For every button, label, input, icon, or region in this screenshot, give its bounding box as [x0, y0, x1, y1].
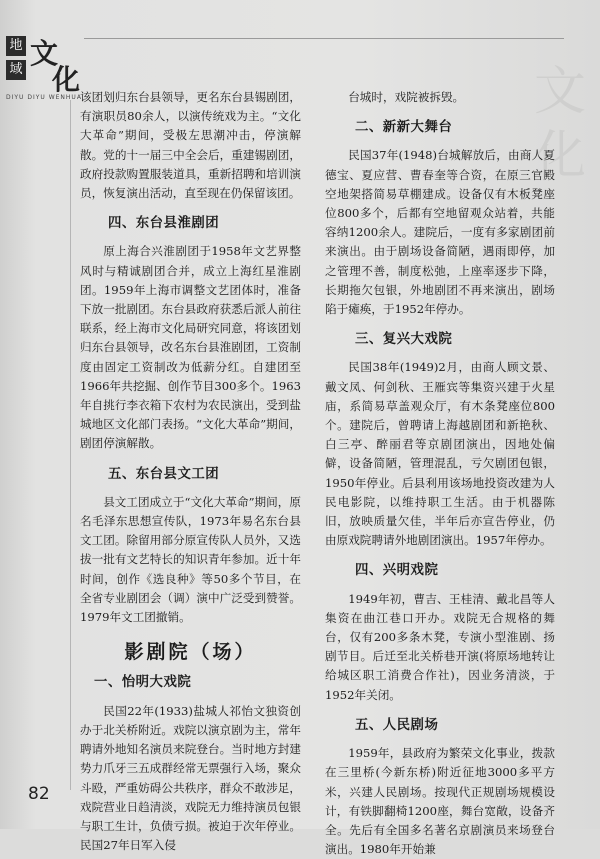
- paragraph: 民国38年(1949)2月，由商人顾文景、戴文凤、何剑秋、王雁宾等集资兴建于火星庙，系简易草盖观众厅，有木条凳座位800个。建院后，曾聘请上海越剧团和新艳秋、白三亭、醉丽君等京剧团演出，因地处偏僻，设备简陋，管理混乱，亏欠剧团包银，1950年停业。后县利用该场地投资改建为人民电影院，以维持职工生活。由于机器陈旧，放映质量欠佳，半年后亦宣告停业，仍由原戏院聘请外地剧团演出。1957年停办。: [325, 360, 555, 548]
- watermark-char: 化: [533, 126, 586, 186]
- logo-char-wen: 文: [30, 37, 59, 70]
- logo-char-di: 地: [6, 36, 26, 56]
- logo-char-yu: 域: [6, 60, 26, 80]
- header-rule: [84, 38, 564, 39]
- section-heading: 一、怡明大戏院: [94, 675, 192, 691]
- paragraph: 民国37年(1948)台城解放后，由商人夏德宝、夏应营、曹春奎等合资，在原三官殿空地架搭简易草棚建成。设备仅有木板凳座位800多个，后都有空地留观众站着，共能容纳1200余人。建院后，一度有多家剧团前来演出。由于剧场设备简陋，遇雨即停，加之管理不善，制度松弛，上座率逐步下降，长期拖欠包银，外地剧团不再来演出，剧场陷于瘫痪，于1952年停办。: [325, 148, 555, 317]
- logo-pinyin: DIYU DIYU WENHUA: [6, 94, 82, 101]
- section-heading: 五、东台县文工团: [108, 466, 220, 482]
- section-heading: 二、新新大舞台: [355, 120, 453, 136]
- paragraph: 民国22年(1933)盐城人祁怡文独资创办于北关桥附近。戏院以演京剧为主，常年聘请外地知名演员来院登台。当时地方封建势力爪牙三五成群经常无票强行入场，聚众斗殴，严重妨碍公共秩序，群众不敢涉足，戏院营业日趋清淡，戏院无力维持演员包银与职工生计，负债亏损。被迫于次年停业。民国27年日军入侵: [80, 703, 301, 853]
- paragraph: 该团划归东台县领导，更名东台县锡剧团，有演职员80余人，以演传统戏为主。“文化大革命”期间，受极左思潮冲击，停演解散。党的十一届三中全会后，重建锡剧团，政府投款购置服装道具，重新招聘和培训演员，恢复演出活动，直至现在仍保留该团。: [80, 90, 301, 201]
- chapter-title: 影剧院（场）: [124, 641, 257, 664]
- right-column: [325, 88, 555, 859]
- page-number: 82: [28, 784, 50, 804]
- paragraph: 1949年初，曹吉、王桂清、戴北昌等人集资在曲江巷口开办。戏院无合规格的舞台，仅有200多条木凳，专演小型淮剧、扬剧节目。后迁至北关桥巷开演(将原场地转让给城区职工消费合作社)，因业务清淡，于1952年关闭。: [325, 591, 555, 702]
- section-heading: 五、人民剧场: [355, 717, 439, 733]
- section-heading: 三、复兴大戏院: [355, 332, 453, 348]
- left-column: [80, 88, 301, 855]
- section-logo: [4, 34, 84, 104]
- paragraph: 台城时，戏院被拆毁。: [348, 90, 465, 104]
- watermark-char: 文: [533, 62, 586, 122]
- paragraph: 县文工团成立于“文化大革命”期间，原名毛泽东思想宣传队，1973年易名东台县文工团。除留用部分原宣传队人员外，又选拔一批有文艺特长的知识青年参加。近十年时间，创作《选良种》等50多个节目，在全省专业剧团会（调）演中广泛受到赞誉。1979年文工团撤销。: [80, 494, 301, 625]
- logo-char-hua: 化: [52, 63, 81, 96]
- section-heading: 四、兴明戏院: [355, 563, 439, 579]
- paragraph: 原上海合兴淮剧团于1958年文艺界整风时与精诚剧团合并，成立上海红星淮剧团。1959年上海市调整文艺团体时，准备下放一批剧团。东台县政府获悉后派人前往联系，经上海市文化局研究同意，将该团划归东台县领导，改名东台县淮剧团，工资制度由固定工资制改为低薪分红。自建团至1966年共挖掘、创作节目300多个。1963年自挑行李衣箱下农村为农民演出，受到盐城地区文化部门表扬。“文化大革命”期间，剧团停演解散。: [80, 244, 301, 451]
- section-heading: 四、东台县淮剧团: [108, 216, 220, 232]
- margin-rule: [70, 100, 71, 790]
- paragraph: 1959年，县政府为繁荣文化事业，拨款在三里桥(今新东桥)附近征地3000多平方米，兴建人民剧场。按现代正规剧场规模设计，有铁脚翻椅1200座，舞台宽敞，设备齐全。先后有全国多名著名京剧演员来场登台演出。1980年开始兼: [325, 746, 555, 857]
